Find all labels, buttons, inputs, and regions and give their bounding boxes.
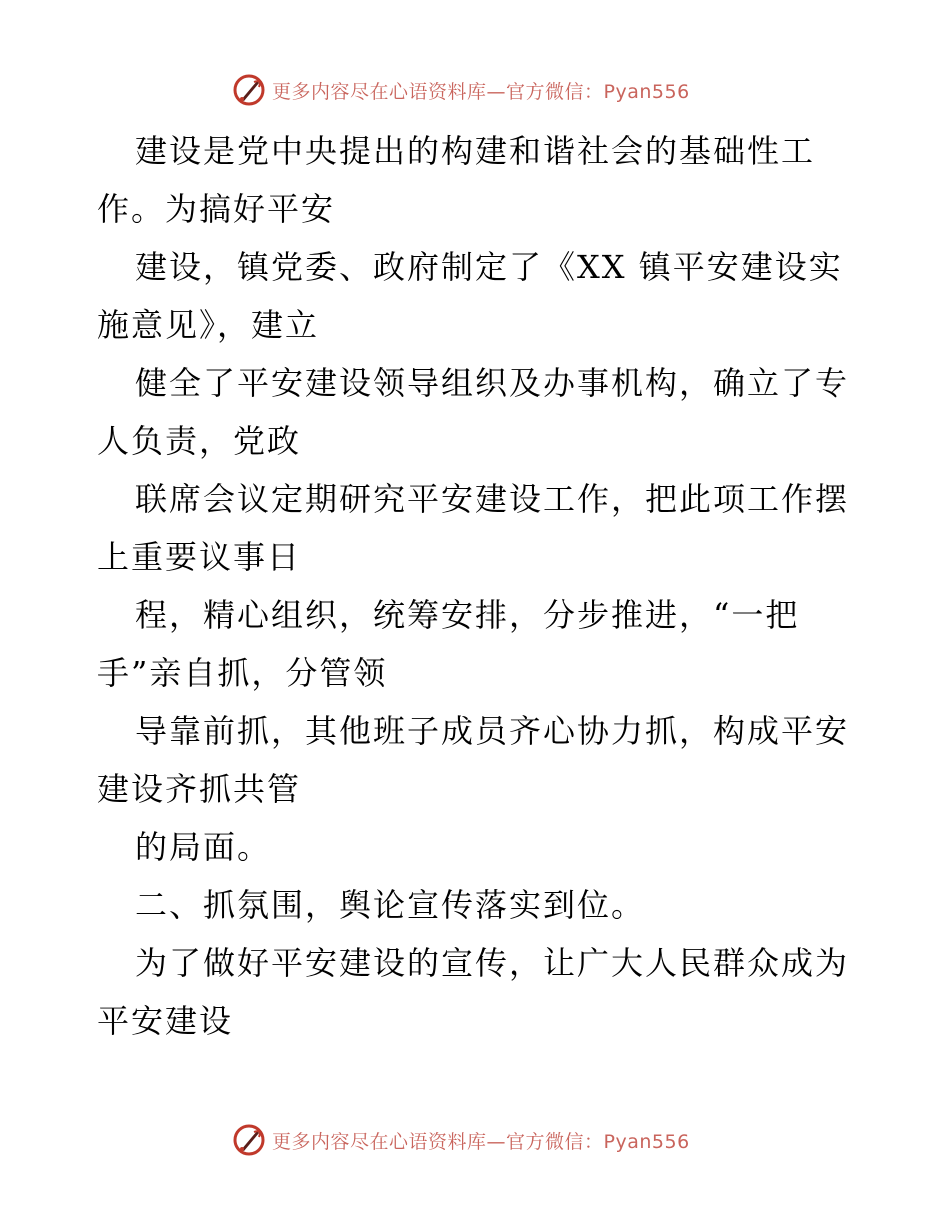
document-body [97, 122, 877, 1050]
text-line: 平安建设 [97, 1002, 234, 1040]
text-line: 作。为搞好平安 [97, 190, 336, 228]
text-line: 手”亲自抓，分管领 [97, 654, 388, 692]
text-line: 的局面。 [135, 828, 272, 866]
text-line: 人负责，党政 [97, 422, 302, 460]
text-line: 为了做好平安建设的宣传，让广大人民群众成为 [135, 944, 850, 982]
text-line: 建设齐抓共管 [97, 770, 302, 808]
watermark-text: 更多内容尽在心语资料库—官方微信：Pyan556 [272, 80, 690, 103]
text-line: 导靠前抓，其他班子成员齐心协力抓，构成平安 [135, 712, 850, 750]
text-line: 健全了平安建设领导组织及办事机构，确立了专 [135, 364, 850, 402]
text-line: 二、抓氛围，舆论宣传落实到位。 [135, 886, 646, 924]
text-line: 联席会议定期研究平安建设工作，把此项工作摆 [135, 480, 850, 518]
text-line: 施意见》，建立 [97, 306, 320, 344]
quill-pen-logo-icon [232, 73, 266, 107]
text-line: 建设是党中央提出的构建和谐社会的基础性工 [135, 132, 816, 170]
footer-watermark-banner [232, 1122, 712, 1158]
watermark-text: 更多内容尽在心语资料库—官方微信：Pyan556 [272, 1130, 690, 1153]
text-line: 程，精心组织，统筹安排，分步推进，“一把 [135, 596, 800, 634]
quill-pen-logo-icon [232, 1123, 266, 1157]
text-line: 上重要议事日 [97, 538, 302, 576]
header-watermark-banner [232, 72, 712, 108]
text-line: 建设，镇党委、政府制定了《XX 镇平安建设实 [135, 248, 843, 286]
